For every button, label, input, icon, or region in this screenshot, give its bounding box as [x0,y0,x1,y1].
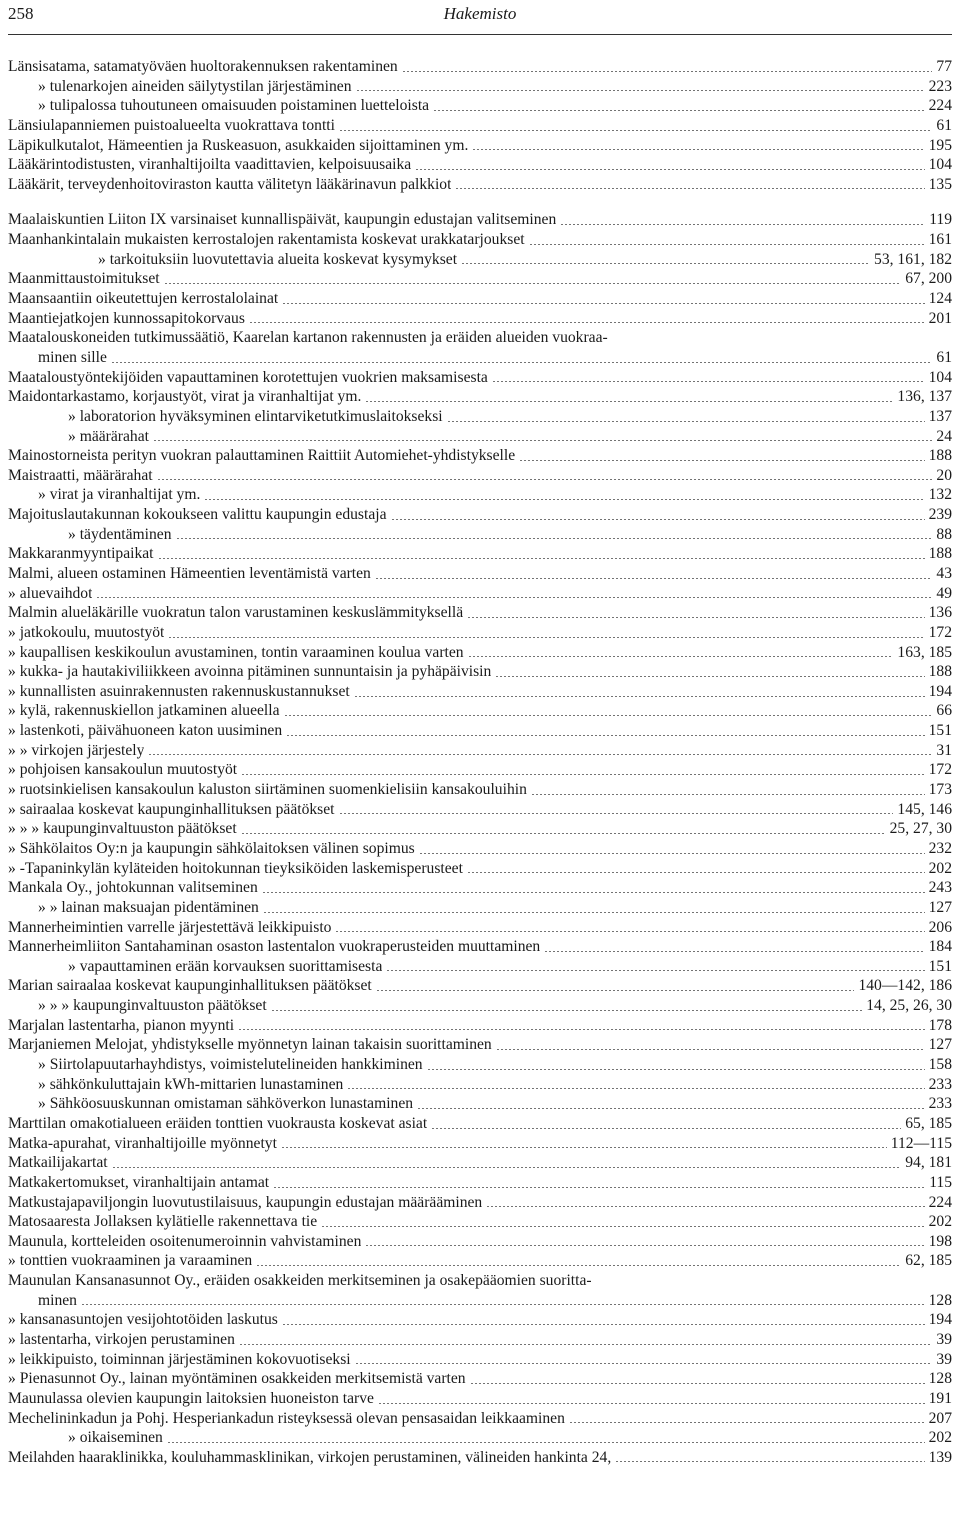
dot-leader [461,263,870,264]
index-entry [8,1310,952,1330]
page-reference: 115 [929,1173,952,1191]
index-entry [8,525,952,545]
entry-text: Mankala Oy., johtokunnan valitseminen [8,879,258,897]
dot-leader [339,130,932,131]
page-reference: 128 [928,1291,952,1309]
page-reference: 66 [936,702,952,720]
entry-text: minen sille [38,348,107,366]
dot-leader [447,421,925,422]
dot-leader [167,1442,925,1443]
dot-leader [282,303,924,304]
entry-text: Matkakertomukset, viranhaltijain antamat [8,1173,270,1191]
page-reference: 243 [928,879,952,897]
page-reference: 62, 185 [905,1252,952,1270]
index-entry [8,368,952,388]
dot-leader [241,774,924,775]
page-reference: 67, 200 [905,270,952,288]
dot-leader [282,1324,925,1325]
index-entry [8,702,952,722]
dot-leader [286,735,924,736]
index-entry [8,996,952,1016]
page-reference: 112—115 [890,1134,952,1152]
page-reference: 195 [928,136,952,154]
index-entry [8,1035,952,1055]
index-entry [8,643,952,663]
dot-leader [281,1147,887,1148]
entry-text: » kansanasuntojen vesijohtotöiden laskutus [8,1311,278,1329]
dot-leader [148,754,932,755]
index-entry [8,446,952,466]
page-reference: 31 [936,741,952,759]
index-entry [8,407,952,427]
page-reference: 173 [928,781,952,799]
page-reference: 61 [936,348,952,366]
header-rule [8,34,952,35]
entry-text: » sähkönkuluttajain kWh-mittarien lunastaminen [38,1075,344,1093]
page-reference: 239 [928,506,952,524]
page-reference: 132 [928,486,952,504]
page-reference: 151 [928,957,952,975]
entry-text: Maataloustyöntekijöiden vapauttaminen korotettujen vuokrien maksamisesta [8,368,488,386]
page-reference: 188 [928,447,952,465]
entry-text: Maantiejatkojen kunnossapitokorvaus [8,309,245,327]
index-entry [8,155,952,175]
page-reference: 201 [928,309,952,327]
dot-leader [284,715,933,716]
page-reference: 223 [928,77,952,95]
page-reference: 53, 161, 182 [874,250,952,268]
page-title: Hakemisto [443,4,517,23]
entry-text: » tonttien vuokraaminen ja varaaminen [8,1252,253,1270]
index-entry [8,564,952,584]
dot-leader [111,362,933,363]
index-entry [8,976,952,996]
page-reference: 202 [928,1213,952,1231]
dot-leader [112,1167,902,1168]
entry-text: Maunula, kortteleiden osoitenumeroinnin vahvistaminen [8,1232,362,1250]
dot-leader [365,1245,924,1246]
entry-text: » kunnallisten asuinrakennusten rakennuskustannukset [8,682,350,700]
entry-text: » täydentäminen [68,525,172,543]
entry-text: Maunulan Kansanasunnot Oy., eräiden osakkeiden merkitseminen ja osakepääomien suoritta- [8,1272,592,1290]
entry-text: Mechelininkadun ja Pohj. Hesperiankadun risteyksessä olevan pensasaidan leikkaaminen [8,1409,565,1427]
index-entry [8,485,952,505]
index-entry [8,466,952,486]
index-entry [8,57,952,77]
entry-text: » pohjoisen kansakoulun muutostyöt [8,761,238,779]
index-entry [8,1409,952,1429]
entry-text: » tarkoituksiin luovutettavia alueita koskevat kysymykset [98,250,458,268]
entry-text: » sairaalaa koskevat kaupunginhallituksen päätökset [8,800,335,818]
index-entry [8,1448,952,1468]
index-entry [8,819,952,839]
index-entry [8,96,952,116]
index-entry [8,505,952,525]
dot-leader [492,381,925,382]
dot-leader [365,401,893,402]
dot-leader [376,990,855,991]
entry-text: Lääkärintodistusten, viranhaltijoilta vaadittavien, kelpoisuusaika [8,156,412,174]
index-entry [8,1114,952,1134]
entry-text: » Siirtolapuutarhayhdistys, voimistelutelineiden hankkiminen [38,1056,423,1074]
dot-leader [531,794,925,795]
page-reference: 39 [936,1350,952,1368]
entry-text: » » » kaupunginvaltuuston päätökset [38,997,267,1015]
index-entry [8,780,952,800]
dot-leader [263,912,925,913]
entry-text: Majoituslautakunnan kokoukseen valittu kaupungin edustaja [8,506,387,524]
dot-leader [391,519,925,520]
page-reference: 188 [928,663,952,681]
entry-text: Maansaantiin oikeutettujen kerrostalolainat [8,290,279,308]
index-entry [8,1291,952,1311]
dot-leader [168,637,924,638]
page-reference: 127 [928,898,952,916]
dot-leader [271,1010,863,1011]
entry-text: » oikaiseminen [68,1429,163,1447]
index-entry [8,800,952,820]
index-entry [8,250,952,270]
entry-text: Mannerheimliiton Santahaminan osaston lastentalon vuokraperusteiden muuttaminen [8,938,541,956]
index-entry [8,603,952,623]
entry-text: Matosaaresta Jollaksen kylätielle rakennettava tie [8,1213,318,1231]
index-entry [8,289,952,309]
dot-leader [153,440,932,441]
page-reference: 233 [928,1095,952,1113]
entry-text: Mainostorneista perityn vuokran palauttaminen Raittiit Automiehet-yhdistykselle [8,447,516,465]
entry-text: » tulipalossa tuhoutuneen omaisuuden poistaminen luetteloista [38,97,430,115]
index-entry [8,210,952,230]
dot-leader [419,853,925,854]
page-reference: 158 [928,1056,952,1074]
dot-leader [164,283,902,284]
dot-leader [455,188,924,189]
dot-leader [529,244,925,245]
entry-text: Mannerheimintien varrelle järjestettävä leikkipuisto [8,918,332,936]
index-entry [8,1055,952,1075]
dot-leader [158,558,925,559]
page-reference: 94, 181 [905,1154,952,1172]
page-reference: 194 [928,682,952,700]
dot-leader [467,617,924,618]
index-entry [8,1153,952,1173]
index-entry [8,584,952,604]
entry-text: » virat ja viranhaltijat ym. [38,486,201,504]
index-entry [8,77,952,97]
dot-leader [321,1226,924,1227]
page-reference: 188 [928,545,952,563]
index-entry [8,1075,952,1095]
entry-text: » lastenkoti, päivähuoneen katon uusiminen [8,722,283,740]
index-entry [8,1389,952,1409]
entry-text: Malmin alueläkärille vuokratun talon varustaminen keskuslämmityksellä [8,604,464,622]
dot-leader [433,110,925,111]
entry-text: » määrärahat [68,427,149,445]
index-entry [8,1173,952,1193]
page-reference: 104 [928,156,952,174]
page-header [8,4,952,30]
dot-leader [356,90,925,91]
page-reference: 202 [928,1429,952,1447]
dot-leader [355,1363,933,1364]
index-entry [8,760,952,780]
entry-text: Marttilan omakotialueen eräiden tonttien vuokrausta koskevat asiat [8,1114,428,1132]
entry-text: Maanhankintalain mukaisten kerrostalojen rakentamista koskevat urakkatarjoukset [8,231,525,249]
dot-leader [256,1265,901,1266]
index-entry [8,116,952,136]
index-entry [8,721,952,741]
dot-leader [415,169,924,170]
dot-leader [96,597,932,598]
entry-text: Malmi, alueen ostaminen Hämeentien leventämistä varten [8,565,371,582]
entry-text: » » lainan maksuajan pidentäminen [38,898,259,916]
index-entry [8,918,952,938]
dot-leader [347,1088,924,1089]
entry-text: Maunulassa olevien kaupungin laitoksien huoneiston tarve [8,1389,374,1407]
entry-text: Marjalan lastentarha, pianon myynti [8,1016,235,1034]
index-entry [8,230,952,250]
dot-leader [615,1461,924,1462]
dot-leader [386,970,924,971]
page-reference: 24 [936,427,952,445]
dot-leader [495,676,924,677]
index-entry [8,136,952,156]
dot-leader [467,872,925,873]
index-entries [8,57,952,1467]
dot-leader [427,1069,925,1070]
page-reference: 198 [928,1232,952,1250]
index-entry [8,1251,952,1271]
page-reference: 233 [928,1075,952,1093]
index-entry [8,1232,952,1252]
page-reference: 135 [928,175,952,193]
dot-leader [262,892,925,893]
page-reference: 14, 25, 26, 30 [866,997,952,1015]
entry-text: » kukka- ja hautakiviliikkeen avoinna pitäminen sunnuntaisin ja pyhäpäivisin [8,663,492,681]
index-entry [8,623,952,643]
dot-leader [569,1422,925,1423]
index-entry [8,387,952,407]
index-entry [8,878,952,898]
page-reference: 88 [936,525,952,543]
page-reference: 49 [936,584,952,602]
dot-leader [431,1128,901,1129]
entry-text: Meilahden haaraklinikka, kouluhammasklinikan, virkojen perustaminen, välineiden hankinta 24, [8,1448,612,1466]
entry-text: Makkaranmyyntipaikat [8,545,154,563]
dot-leader [486,1206,924,1207]
dot-leader [249,322,925,323]
entry-text: Matkailijakartat [8,1154,108,1172]
dot-leader [402,71,933,72]
index-entry [8,427,952,447]
dot-leader [241,833,886,834]
entry-text: » kaupallisen keskikoulun avustaminen, tontin varaaminen koulua varten [8,643,464,661]
page-reference: 43 [936,565,952,582]
entry-text: Maidontarkastamo, korjaustyöt, virat ja viranhaltijat ym. [8,388,362,406]
index-entry [8,859,952,879]
dot-leader [472,149,924,150]
index-entry [8,839,952,859]
index-entry [8,898,952,918]
index-entry [8,1094,952,1114]
dot-leader [468,656,894,657]
page-reference: 104 [928,368,952,386]
entry-text: Läpikulkutalot, Hämeentien ja Ruskeasuon, asukkaiden sijoittaminen ym. [8,136,469,154]
entry-text: Maalaiskuntien Liiton IX varsinaiset kunnallispäivät, kaupungin edustajan valitseminen [8,211,557,229]
entry-text: » lastentarha, virkojen perustaminen [8,1330,235,1348]
dot-leader [544,951,924,952]
page-reference: 172 [928,623,952,641]
page-reference: 139 [928,1448,952,1466]
entry-text: » » » kaupunginvaltuuston päätökset [8,820,237,838]
entry-text: » Pienasunnot Oy., lainan myöntäminen osakkeiden merkitsemistä varten [8,1370,466,1388]
index-entry [8,937,952,957]
page-reference: 151 [928,722,952,740]
dot-leader [354,696,925,697]
page-reference: 65, 185 [905,1114,952,1132]
dot-leader [239,1344,933,1345]
entry-text: Länsisatama, satamatyöväen huoltorakennuksen rakentaminen [8,57,398,75]
page-reference: 25, 27, 30 [889,820,952,838]
entry-text: Matka-apurahat, viranhaltijoille myönnetyt [8,1134,277,1152]
page-reference: 136, 137 [897,388,952,406]
page-reference: 137 [928,407,952,425]
entry-text: Maatalouskoneiden tutkimussäätiö, Kaarelan kartanon rakennusten ja eräiden alueiden vuokraa- [8,329,608,347]
dot-leader [560,224,925,225]
page-reference: 161 [928,231,952,249]
index-entry [8,544,952,564]
index-entry [8,1271,952,1291]
page-reference: 119 [929,211,952,229]
page-reference: 178 [928,1016,952,1034]
dot-leader [470,1383,925,1384]
index-entry [8,662,952,682]
dot-leader [375,578,933,579]
page-reference: 224 [928,97,952,115]
entry-text: » laboratorion hyväksyminen elintarviketutkimuslaitokseksi [68,407,443,425]
dot-leader [378,1403,925,1404]
page-reference: 191 [928,1389,952,1407]
dot-leader [496,1049,925,1050]
page-reference: 39 [936,1330,952,1348]
page-reference: 232 [928,839,952,857]
index-entry [8,309,952,329]
entry-text: Matkustajapaviljongin luovutustilaisuus, kaupungin edustajan määrääminen [8,1193,483,1211]
page-reference: 194 [928,1311,952,1329]
index-entry [8,741,952,761]
entry-text: » » virkojen järjestely [8,741,145,759]
entry-text: » jatkokoulu, muutostyöt [8,623,165,641]
entry-text: Länsiulapanniemen puistoalueelta vuokrattava tontti [8,116,335,134]
index-entry [8,175,952,195]
page-reference: 124 [928,290,952,308]
page-reference: 77 [936,57,952,75]
entry-text: » ruotsinkielisen kansakoulun kaluston siirtäminen suomenkielisiin kansakouluihin [8,781,527,799]
index-entry [8,269,952,289]
page-reference: 128 [928,1370,952,1388]
page-reference: 206 [928,918,952,936]
entry-text: » leikkipuisto, toiminnan järjestäminen kokovuotiseksi [8,1350,351,1368]
entry-text: » Sähköosuuskunnan omistaman sähköverkon lunastaminen [38,1095,414,1113]
dot-leader [238,1029,925,1030]
dot-leader [81,1304,925,1305]
entry-text: » -Tapaninkylän kyläteiden hoitokunnan tieyksiköiden laskemisperusteet [8,859,463,877]
page-reference: 184 [928,938,952,956]
entry-text: Maistraatti, määrärahat [8,466,153,484]
entry-text: Lääkärit, terveydenhoitoviraston kautta välitetyn lääkärinavun palkkiot [8,175,452,193]
page-reference: 163, 185 [897,643,952,661]
index-entry [8,1350,952,1370]
page-reference: 224 [928,1193,952,1211]
index-entry [8,1016,952,1036]
dot-leader [273,1187,925,1188]
index-entry [8,1369,952,1389]
entry-text: Maanmittaustoimitukset [8,270,160,288]
entry-text: » tulenarkojen aineiden säilytystilan järjestäminen [38,77,352,95]
dot-leader [339,813,894,814]
index-entry [8,328,952,348]
entry-text: » Sähkölaitos Oy:n ja kaupungin sähkölaitoksen välinen sopimus [8,839,415,857]
index-entry [8,682,952,702]
entry-text: » kylä, rakennuskiellon jatkaminen alueella [8,702,280,720]
dot-leader [204,499,924,500]
page-reference: 145, 146 [897,800,952,818]
dot-leader [519,460,924,461]
page-reference: 20 [936,466,952,484]
entry-text: Marjaniemen Melojat, yhdistykselle myönnetyn lainan takaisin suorittaminen [8,1036,492,1054]
index-entry [8,1193,952,1213]
page-reference: 140—142, 186 [858,977,952,995]
page-reference: 61 [936,116,952,134]
page-number: 258 [8,4,34,23]
entry-text: Marian sairaalaa koskevat kaupunginhallituksen päätökset [8,977,372,995]
dot-leader [176,538,933,539]
dot-leader [335,931,924,932]
page-reference: 207 [928,1409,952,1427]
index-entry [8,957,952,977]
index-entry [8,348,952,368]
page-reference: 127 [928,1036,952,1054]
page-reference: 172 [928,761,952,779]
page-reference: 136 [928,604,952,622]
index-entry [8,1212,952,1232]
dot-leader [157,479,933,480]
entry-text: minen [38,1291,77,1309]
index-entry [8,1428,952,1448]
entry-text: » aluevaihdot [8,584,93,602]
index-entry [8,1134,952,1154]
entry-text: » vapauttaminen erään korvauksen suorittamisesta [68,957,383,975]
index-entry [8,1330,952,1350]
page-reference: 202 [928,859,952,877]
dot-leader [417,1108,925,1109]
